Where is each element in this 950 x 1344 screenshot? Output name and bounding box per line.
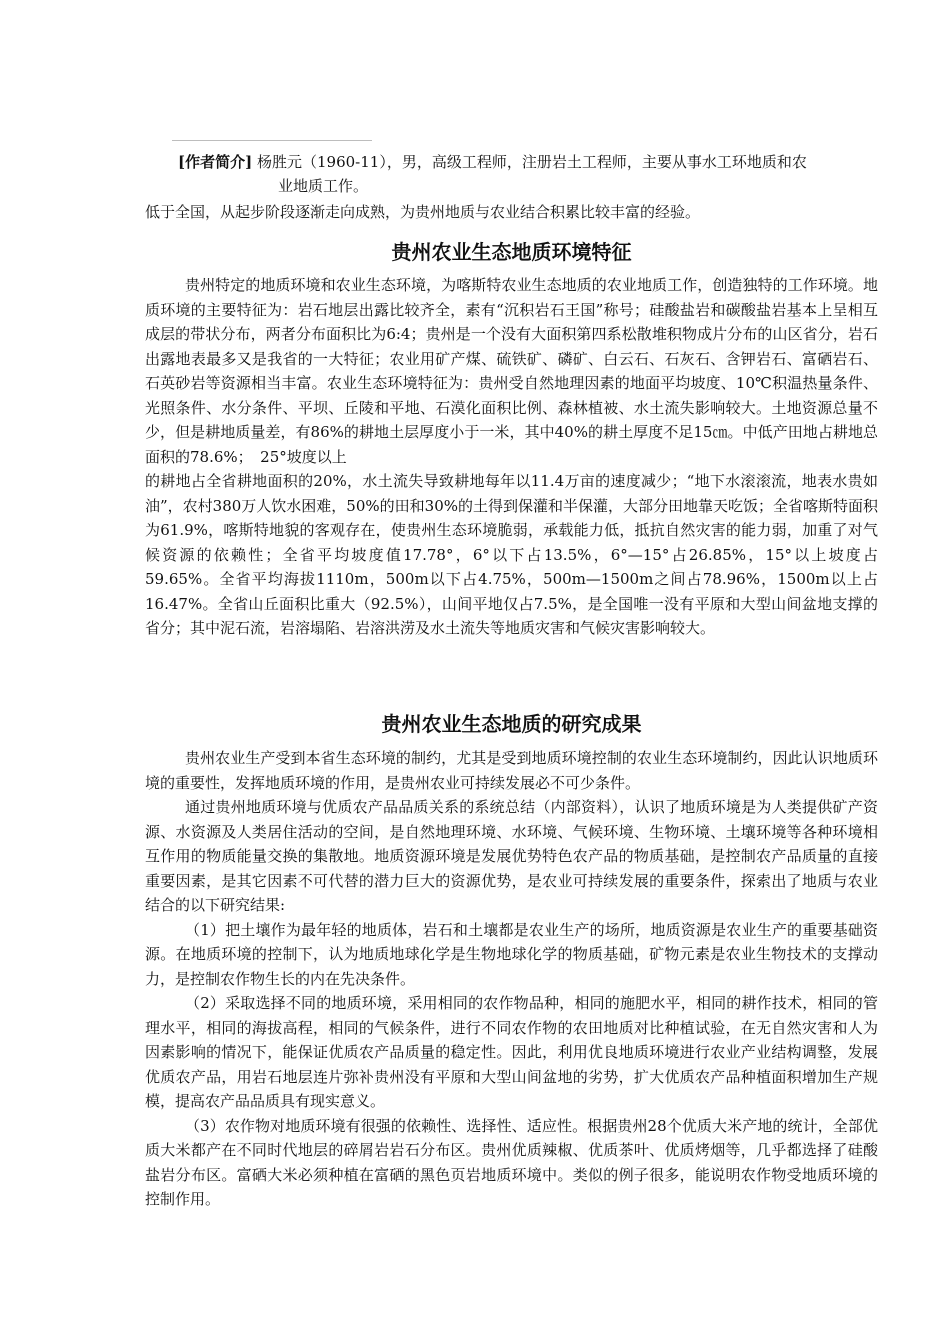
intro-line: 低于全国，从起步阶段逐渐走向成熟，为贵州地质与农业结合积累比较丰富的经验。	[145, 203, 701, 221]
section2-para4: （2）采取选择不同的地质环境，采用相同的农作物品种，相同的施肥水平，相同的耕作技术，相同的管理水平，相同的海拔高程，相同的气候条件，进行不同农作物的农田地质对比种植试验，在无自然灾害和人为因素影响的情况下，能保证优质农产品质量的稳定性。因此，利用优良地质环境进行农业产业结构调整，发展优质农产品，用岩石地层连片弥补贵州没有平原和大型山间盆地的劣势，扩大优质农产品种植面积增加生产规模，提高农产品品质具有现实意义。	[145, 994, 878, 1110]
section1-para2: 的耕地占全省耕地面积的20%，水土流失导致耕地每年以11.4万亩的速度减少；“地下水滚滚流，地表水贵如油”，农村380万人饮水困难，50%的田和30%的土得到保灌和半保灌，大部分田地靠天吃饭；全省喀斯特面积为61.9%，喀斯特地貌的客观存在，使贵州生态环境脆弱，承载能力低，抵抗自然灾害的能力弱，加重了对气候资源的依赖性；全省平均坡度值17.78°，6°以下占13.5%，6°—15°占26.85%，15°以上坡度占59.65%。全省平均海拔1110m，500m以下占4.75%，500m—1500m之间占78.96%，1500m以上占16.47%。全省山丘面积比重大（92.5%），山间平地仅占7.5%，是全国唯一没有平原和大型山间盆地支撑的省分；其中泥石流，岩溶塌陷、岩溶洪涝及水土流失等地质灾害和气候灾害影响较大。	[145, 472, 878, 637]
author-note-line2: 业地质工作。	[278, 177, 369, 195]
author-note-text: 杨胜元（1960-11），男，高级工程师，注册岩土工程师，主要从事水工环地质和农	[256, 153, 807, 171]
author-note-line1	[178, 150, 878, 174]
footnote-separator	[172, 140, 372, 141]
author-note	[178, 150, 878, 198]
author-note-tag: [作者简介]	[178, 153, 253, 171]
section2-para3: （1）把土壤作为最年轻的地质体，岩石和土壤都是农业生产的场所，地质资源是农业生产的重要基础资源。在地质环境的控制下，认为地质地球化学是生物地球化学的物质基础，矿物元素是农业生物技术的支撑动力，是控制农作物生长的内在先决条件。	[145, 920, 878, 988]
section2-body	[145, 746, 878, 1212]
section1-para1: 贵州特定的地质环境和农业生态环境，为喀斯特农业生态地质的农业地质工作，创造独特的工作环境。地质环境的主要特征为：岩石地层出露比较齐全，素有“沉积岩石王国”称号；硅酸盐岩和碳酸盐岩基本上呈相互成层的带状分布，两者分布面积比为6:4；贵州是一个没有大面积第四系松散堆积物成片分布的山区省分，岩石出露地表最多又是我省的一大特征；农业用矿产煤、硫铁矿、磷矿、白云石、石灰石、含钾岩石、富硒岩石、石英砂岩等资源相当丰富。农业生态环境特征为：贵州受自然地理因素的地面平均坡度、10℃积温热量条件、光照条件、水分条件、平坝、丘陵和平地、石漠化面积比例、森林植被、水土流失影响较大。土地资源总量不少，但是耕地质量差，有86%的耕地土层厚度小于一米，其中40%的耕土厚度不足15㎝。中低产田地占耕地总面积的78.6%； 25°坡度以上	[145, 276, 878, 466]
section2-para2: 通过贵州地质环境与优质农产品品质关系的系统总结（内部资料），认识了地质环境是为人类提供矿产资源、水资源及人类居住活动的空间，是自然地理环境、水环境、气候环境、生物环境、土壤环境等各种环境相互作用的物质能量交换的集散地。地质资源环境是发展优势特色农产品的物质基础，是控制农产品质量的直接重要因素，是其它因素不可代替的潜力巨大的资源优势，是农业可持续发展的重要条件，探索出了地质与农业结合的以下研究结果:	[145, 798, 878, 914]
section2-para1: 贵州农业生产受到本省生态环境的制约，尤其是受到地质环境控制的农业生态环境制约，因此认识地质环境的重要性，发挥地质环境的作用，是贵州农业可持续发展必不可少条件。	[145, 749, 878, 792]
section2-para5: （3）农作物对地质环境有很强的依赖性、选择性、适应性。根据贵州28个优质大米产地的统计，全部优质大米都产在不同时代地层的碎屑岩岩石分布区。贵州优质辣椒、优质茶叶、优质烤烟等，几乎都选择了硅酸盐岩分布区。富硒大米必须种植在富硒的黑色页岩地质环境中。类似的例子很多，能说明农作物受地质环境的控制作用。	[145, 1116, 878, 1208]
section1-body	[145, 273, 878, 641]
section2-title: 贵州农业生态地质的研究成果	[381, 712, 642, 736]
section1-title: 贵州农业生态地质环境特征	[391, 240, 632, 264]
intro-paragraph	[145, 200, 878, 225]
